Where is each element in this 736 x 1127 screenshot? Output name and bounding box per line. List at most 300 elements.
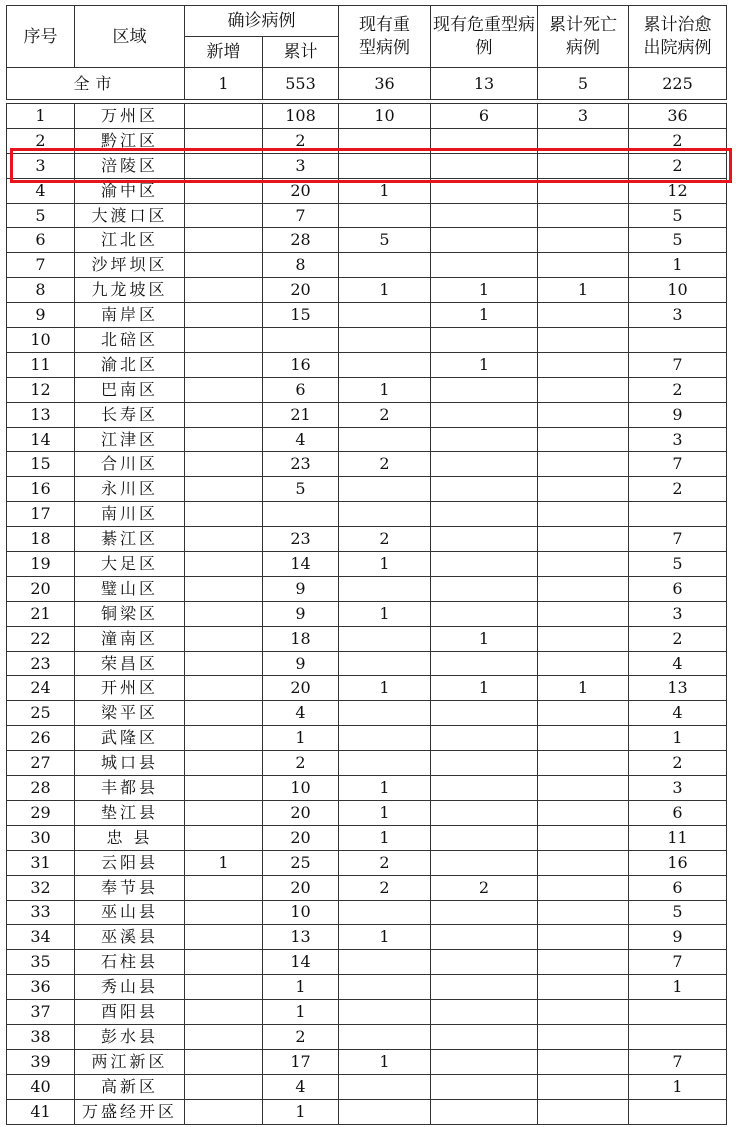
cell-region: 荣昌区 [75, 651, 185, 676]
cell-cumulative: 15 [263, 303, 339, 328]
cell-new: 1 [185, 850, 263, 875]
cell-recovered: 3 [629, 601, 727, 626]
cell-seq: 40 [7, 1074, 75, 1099]
table-row [7, 278, 727, 303]
cell-seq: 35 [7, 950, 75, 975]
cell-critical [431, 751, 538, 776]
cell-critical [431, 203, 538, 228]
cell-recovered: 5 [629, 900, 727, 925]
total-label: 全市 [7, 68, 185, 100]
cell-seq: 39 [7, 1049, 75, 1074]
table-row [7, 576, 727, 601]
table-row [7, 726, 727, 751]
cell-severe [339, 975, 431, 1000]
table-row [7, 527, 727, 552]
cell-critical [431, 850, 538, 875]
cell-critical [431, 701, 538, 726]
cell-cumulative: 8 [263, 253, 339, 278]
cell-severe: 1 [339, 377, 431, 402]
cell-recovered: 5 [629, 228, 727, 253]
cell-seq: 14 [7, 427, 75, 452]
cell-new [185, 278, 263, 303]
cell-recovered: 7 [629, 352, 727, 377]
cell-seq: 30 [7, 825, 75, 850]
cell-region: 巫溪县 [75, 925, 185, 950]
cell-new [185, 751, 263, 776]
cell-severe: 1 [339, 825, 431, 850]
cell-new [185, 975, 263, 1000]
table-row [7, 800, 727, 825]
cell-seq: 12 [7, 377, 75, 402]
cell-region: 江津区 [75, 427, 185, 452]
cell-new [185, 128, 263, 153]
cell-cumulative: 1 [263, 1000, 339, 1025]
cell-critical [431, 601, 538, 626]
cell-region: 南岸区 [75, 303, 185, 328]
cell-region: 合川区 [75, 452, 185, 477]
cell-severe [339, 900, 431, 925]
cell-deaths [538, 253, 629, 278]
cell-critical: 1 [431, 278, 538, 303]
cell-cumulative: 23 [263, 452, 339, 477]
cell-region: 潼南区 [75, 626, 185, 651]
cell-region: 铜梁区 [75, 601, 185, 626]
cell-seq: 7 [7, 253, 75, 278]
cell-new [185, 925, 263, 950]
cell-severe: 2 [339, 527, 431, 552]
cell-recovered: 6 [629, 576, 727, 601]
cell-critical [431, 328, 538, 353]
cell-region: 綦江区 [75, 527, 185, 552]
cell-new [185, 626, 263, 651]
cell-cumulative: 1 [263, 726, 339, 751]
table-row [7, 975, 727, 1000]
cell-deaths [538, 1074, 629, 1099]
cell-new [185, 875, 263, 900]
cell-cumulative [263, 328, 339, 353]
cell-cumulative: 108 [263, 104, 339, 129]
table-row [7, 925, 727, 950]
case-table-container [6, 5, 727, 1125]
table-header [7, 6, 727, 68]
cell-recovered: 2 [629, 477, 727, 502]
cell-recovered: 2 [629, 128, 727, 153]
cell-severe [339, 1000, 431, 1025]
cell-seq: 17 [7, 502, 75, 527]
cell-deaths [538, 1024, 629, 1049]
cell-seq: 8 [7, 278, 75, 303]
cell-cumulative: 10 [263, 900, 339, 925]
cell-seq: 13 [7, 402, 75, 427]
cell-seq: 9 [7, 303, 75, 328]
cell-cumulative: 20 [263, 178, 339, 203]
cell-new [185, 427, 263, 452]
cell-severe [339, 651, 431, 676]
cell-severe: 2 [339, 875, 431, 900]
cell-severe [339, 701, 431, 726]
cell-deaths [538, 452, 629, 477]
cell-severe [339, 427, 431, 452]
cell-seq: 36 [7, 975, 75, 1000]
cell-cumulative: 4 [263, 1074, 339, 1099]
cell-cumulative: 25 [263, 850, 339, 875]
cell-new [185, 726, 263, 751]
table-row [7, 950, 727, 975]
cell-deaths [538, 477, 629, 502]
cell-region: 石柱县 [75, 950, 185, 975]
cell-region: 长寿区 [75, 402, 185, 427]
cell-critical [431, 776, 538, 801]
cell-severe: 1 [339, 601, 431, 626]
cell-region: 巴南区 [75, 377, 185, 402]
cell-deaths: 1 [538, 676, 629, 701]
cell-recovered: 3 [629, 427, 727, 452]
cell-region: 两江新区 [75, 1049, 185, 1074]
cell-cumulative: 16 [263, 352, 339, 377]
cell-recovered: 2 [629, 377, 727, 402]
cell-critical [431, 527, 538, 552]
cell-cumulative: 2 [263, 1024, 339, 1049]
cell-severe [339, 502, 431, 527]
cell-seq: 5 [7, 203, 75, 228]
cell-seq: 23 [7, 651, 75, 676]
cell-severe [339, 352, 431, 377]
header-region: 区域 [75, 6, 185, 68]
header-confirmed: 确诊病例 [185, 6, 339, 37]
cell-cumulative: 5 [263, 477, 339, 502]
cell-recovered: 2 [629, 153, 727, 178]
cell-recovered: 16 [629, 850, 727, 875]
table-row [7, 203, 727, 228]
cell-severe [339, 1074, 431, 1099]
cell-deaths [538, 875, 629, 900]
cell-new [185, 950, 263, 975]
cell-seq: 28 [7, 776, 75, 801]
cell-severe: 10 [339, 104, 431, 129]
cell-region: 北碚区 [75, 328, 185, 353]
cell-severe: 1 [339, 800, 431, 825]
cell-seq: 1 [7, 104, 75, 129]
cell-deaths [538, 925, 629, 950]
cell-critical: 2 [431, 875, 538, 900]
cell-recovered [629, 1099, 727, 1124]
cell-region: 酉阳县 [75, 1000, 185, 1025]
cell-critical [431, 402, 538, 427]
cell-region: 大渡口区 [75, 203, 185, 228]
header-deaths: 累计死亡病例 [538, 6, 629, 68]
cell-critical [431, 975, 538, 1000]
cell-deaths [538, 527, 629, 552]
cell-deaths [538, 402, 629, 427]
cell-region: 黔江区 [75, 128, 185, 153]
cell-cumulative: 21 [263, 402, 339, 427]
cell-region: 沙坪坝区 [75, 253, 185, 278]
cell-seq: 41 [7, 1099, 75, 1124]
cell-seq: 22 [7, 626, 75, 651]
cell-severe [339, 576, 431, 601]
cell-region: 忠 县 [75, 825, 185, 850]
cell-recovered: 3 [629, 776, 727, 801]
cell-critical [431, 825, 538, 850]
cell-critical [431, 800, 538, 825]
cell-critical [431, 1099, 538, 1124]
cell-critical [431, 153, 538, 178]
cell-cumulative: 2 [263, 751, 339, 776]
cell-severe: 1 [339, 278, 431, 303]
cell-cumulative: 28 [263, 228, 339, 253]
header-new: 新增 [185, 37, 263, 68]
cell-recovered: 7 [629, 452, 727, 477]
cell-critical [431, 651, 538, 676]
cell-region: 秀山县 [75, 975, 185, 1000]
cell-cumulative: 6 [263, 377, 339, 402]
cell-critical [431, 1024, 538, 1049]
cell-region: 渝北区 [75, 352, 185, 377]
total-row [7, 68, 727, 100]
cell-seq: 24 [7, 676, 75, 701]
cell-critical [431, 452, 538, 477]
cell-severe [339, 477, 431, 502]
cell-region: 璧山区 [75, 576, 185, 601]
cell-recovered [629, 1024, 727, 1049]
table-row [7, 1024, 727, 1049]
cell-region: 九龙坡区 [75, 278, 185, 303]
cell-recovered: 1 [629, 253, 727, 278]
cell-cumulative: 13 [263, 925, 339, 950]
cell-new [185, 328, 263, 353]
cell-recovered [629, 1000, 727, 1025]
cell-severe [339, 253, 431, 278]
table-row [7, 626, 727, 651]
cell-seq: 25 [7, 701, 75, 726]
table-row [7, 776, 727, 801]
cell-deaths [538, 950, 629, 975]
cell-severe [339, 1024, 431, 1049]
cell-new [185, 825, 263, 850]
cell-region: 永川区 [75, 477, 185, 502]
cell-new [185, 402, 263, 427]
cell-cumulative: 2 [263, 128, 339, 153]
cell-deaths [538, 825, 629, 850]
cell-seq: 3 [7, 153, 75, 178]
cell-critical [431, 552, 538, 577]
cell-recovered [629, 502, 727, 527]
cell-critical: 1 [431, 303, 538, 328]
cell-severe: 1 [339, 178, 431, 203]
cell-deaths [538, 726, 629, 751]
cell-new [185, 900, 263, 925]
cell-region: 城口县 [75, 751, 185, 776]
cell-seq: 38 [7, 1024, 75, 1049]
cell-recovered: 36 [629, 104, 727, 129]
table-row [7, 328, 727, 353]
cell-cumulative: 14 [263, 950, 339, 975]
cell-deaths [538, 352, 629, 377]
cell-new [185, 1024, 263, 1049]
cell-deaths [538, 751, 629, 776]
cell-cumulative: 9 [263, 576, 339, 601]
cell-recovered: 10 [629, 278, 727, 303]
cell-recovered: 4 [629, 701, 727, 726]
cell-cumulative: 17 [263, 1049, 339, 1074]
case-table [6, 5, 727, 1125]
total-recovered: 225 [629, 68, 727, 100]
cell-recovered: 12 [629, 178, 727, 203]
cell-severe [339, 1099, 431, 1124]
cell-deaths [538, 1000, 629, 1025]
cell-cumulative: 3 [263, 153, 339, 178]
cell-severe: 1 [339, 925, 431, 950]
cell-critical [431, 1049, 538, 1074]
cell-new [185, 651, 263, 676]
cell-region: 江北区 [75, 228, 185, 253]
cell-recovered: 5 [629, 203, 727, 228]
cell-region: 大足区 [75, 552, 185, 577]
cell-cumulative: 9 [263, 601, 339, 626]
cell-critical [431, 1074, 538, 1099]
cell-deaths [538, 1099, 629, 1124]
cell-recovered: 7 [629, 1049, 727, 1074]
cell-new [185, 352, 263, 377]
cell-deaths [538, 800, 629, 825]
cell-seq: 15 [7, 452, 75, 477]
table-row [7, 900, 727, 925]
cell-critical [431, 228, 538, 253]
cell-critical [431, 178, 538, 203]
cell-recovered: 5 [629, 552, 727, 577]
cell-deaths [538, 328, 629, 353]
cell-critical [431, 477, 538, 502]
cell-critical [431, 925, 538, 950]
cell-deaths [538, 576, 629, 601]
total-severe: 36 [339, 68, 431, 100]
cell-new [185, 452, 263, 477]
cell-new [185, 527, 263, 552]
cell-severe [339, 950, 431, 975]
cell-severe: 2 [339, 402, 431, 427]
cell-seq: 11 [7, 352, 75, 377]
cell-deaths [538, 128, 629, 153]
cell-deaths [538, 601, 629, 626]
cell-cumulative: 1 [263, 975, 339, 1000]
cell-critical [431, 502, 538, 527]
header-recovered: 累计治愈出院病例 [629, 6, 727, 68]
table-row [7, 402, 727, 427]
cell-region: 涪陵区 [75, 153, 185, 178]
cell-deaths [538, 502, 629, 527]
table-row [7, 676, 727, 701]
table-row [7, 452, 727, 477]
cell-cumulative: 23 [263, 527, 339, 552]
table-row [7, 377, 727, 402]
cell-recovered: 1 [629, 1074, 727, 1099]
cell-recovered: 1 [629, 975, 727, 1000]
cell-recovered: 3 [629, 303, 727, 328]
table-row [7, 601, 727, 626]
table-row [7, 104, 727, 129]
cell-new [185, 303, 263, 328]
cell-recovered: 7 [629, 950, 727, 975]
table-row [7, 303, 727, 328]
table-row [7, 352, 727, 377]
table-row [7, 651, 727, 676]
cell-critical [431, 900, 538, 925]
cell-cumulative: 20 [263, 676, 339, 701]
cell-recovered: 6 [629, 875, 727, 900]
cell-cumulative: 1 [263, 1099, 339, 1124]
cell-new [185, 253, 263, 278]
cell-seq: 31 [7, 850, 75, 875]
cell-recovered: 11 [629, 825, 727, 850]
cell-critical [431, 950, 538, 975]
cell-region: 武隆区 [75, 726, 185, 751]
table-row [7, 427, 727, 452]
cell-recovered: 6 [629, 800, 727, 825]
cell-severe [339, 751, 431, 776]
cell-deaths [538, 178, 629, 203]
cell-recovered: 7 [629, 527, 727, 552]
cell-deaths [538, 303, 629, 328]
table-row [7, 1000, 727, 1025]
table-row [7, 552, 727, 577]
cell-cumulative: 7 [263, 203, 339, 228]
cell-deaths [538, 377, 629, 402]
table-row [7, 1049, 727, 1074]
cell-deaths [538, 427, 629, 452]
table-row [7, 228, 727, 253]
cell-new [185, 576, 263, 601]
cell-region: 云阳县 [75, 850, 185, 875]
cell-seq: 37 [7, 1000, 75, 1025]
cell-cumulative: 20 [263, 825, 339, 850]
cell-seq: 21 [7, 601, 75, 626]
cell-new [185, 552, 263, 577]
cell-severe: 2 [339, 452, 431, 477]
cell-new [185, 776, 263, 801]
cell-new [185, 228, 263, 253]
cell-new [185, 701, 263, 726]
cell-new [185, 377, 263, 402]
cell-severe: 1 [339, 1049, 431, 1074]
cell-new [185, 502, 263, 527]
cell-new [185, 1049, 263, 1074]
total-critical: 13 [431, 68, 538, 100]
cell-severe [339, 153, 431, 178]
cell-seq: 10 [7, 328, 75, 353]
cell-recovered: 13 [629, 676, 727, 701]
table-row [7, 502, 727, 527]
cell-critical [431, 1000, 538, 1025]
cell-region: 南川区 [75, 502, 185, 527]
table-row [7, 128, 727, 153]
cell-critical: 6 [431, 104, 538, 129]
cell-deaths [538, 900, 629, 925]
cell-critical [431, 726, 538, 751]
cell-deaths [538, 203, 629, 228]
cell-severe [339, 726, 431, 751]
cell-cumulative: 4 [263, 427, 339, 452]
cell-seq: 29 [7, 800, 75, 825]
cell-seq: 6 [7, 228, 75, 253]
cell-region: 高新区 [75, 1074, 185, 1099]
cell-critical: 1 [431, 676, 538, 701]
cell-seq: 18 [7, 527, 75, 552]
cell-region: 丰都县 [75, 776, 185, 801]
cell-cumulative: 20 [263, 875, 339, 900]
cell-cumulative: 9 [263, 651, 339, 676]
table-row [7, 875, 727, 900]
header-severe: 现有重型病例 [339, 6, 431, 68]
